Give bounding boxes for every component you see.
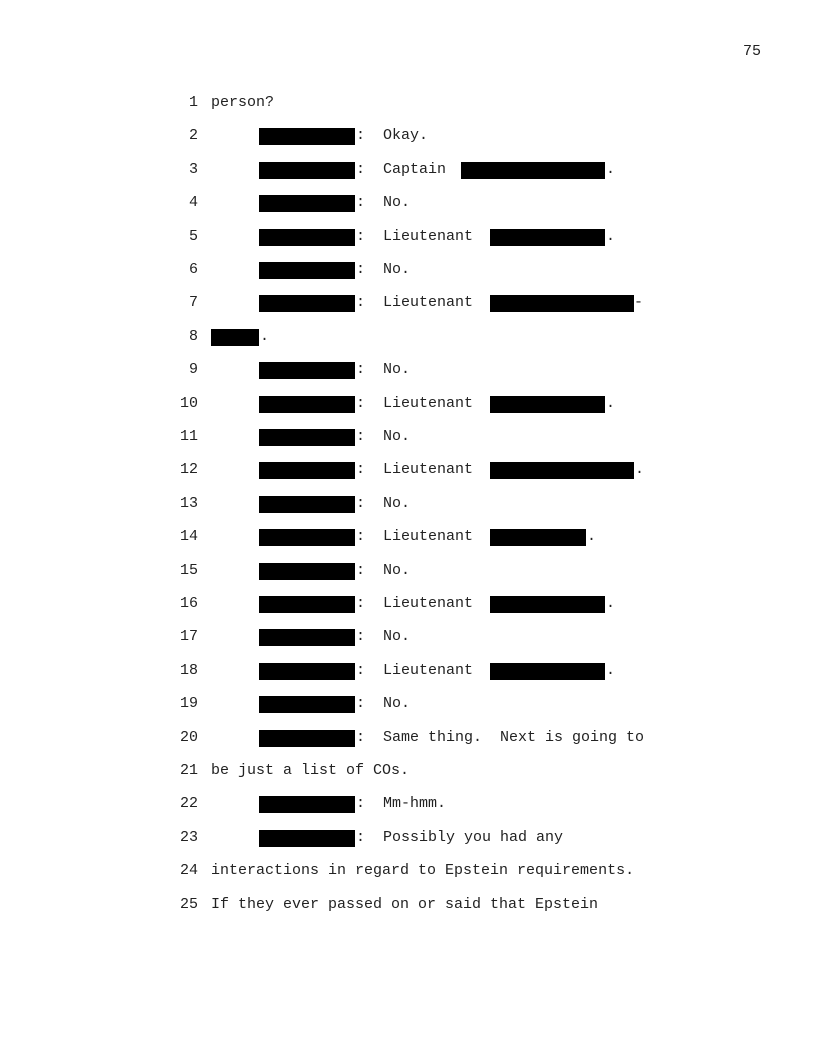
line-text: : Lieutenant	[356, 394, 474, 412]
line-text: : Lieutenant	[356, 595, 474, 612]
redaction-box	[259, 563, 355, 580]
redaction-box	[259, 830, 355, 847]
line-text: : No.	[356, 361, 411, 379]
line-text: : No.	[356, 695, 411, 713]
line-number: 12	[179, 461, 198, 479]
line-text: : No.	[356, 561, 411, 579]
redaction-box	[490, 663, 605, 680]
line-number: 8	[188, 327, 198, 345]
line-number: 15	[179, 561, 198, 579]
transcript-line	[0, 393, 816, 415]
redaction-box	[259, 262, 355, 279]
transcript-line	[0, 259, 816, 281]
line-number: 23	[179, 828, 198, 846]
line-text: interactions in regard to Epstein requirements.	[211, 862, 635, 880]
redaction-box	[490, 529, 586, 546]
line-text: .	[606, 160, 616, 178]
redaction-box	[259, 229, 355, 246]
redaction-box	[461, 162, 605, 179]
transcript-line	[0, 727, 816, 749]
line-number: 10	[179, 394, 198, 412]
line-text: .	[606, 595, 616, 612]
redaction-box	[490, 295, 634, 312]
transcript-line	[0, 426, 816, 448]
transcript-line	[0, 793, 816, 815]
line-number: 16	[179, 595, 198, 612]
line-text: : No.	[356, 428, 411, 445]
redaction-box	[259, 529, 355, 546]
line-text: : Lieutenant	[356, 528, 474, 546]
line-text: : Okay.	[356, 127, 429, 145]
transcript-line	[0, 326, 816, 348]
line-number: 21	[179, 762, 198, 779]
redaction-box	[259, 429, 355, 446]
redaction-box	[259, 596, 355, 613]
line-number: 17	[179, 628, 198, 646]
line-number: 25	[179, 895, 198, 913]
redaction-box	[259, 362, 355, 379]
line-text: .	[606, 661, 616, 679]
line-number: 4	[188, 194, 198, 212]
line-number: 5	[188, 227, 198, 245]
line-text: : No.	[356, 261, 411, 278]
line-text: : Lieutenant	[356, 461, 474, 479]
redaction-box	[490, 596, 605, 613]
line-text: : Possibly you had any	[356, 828, 564, 846]
transcript-line	[0, 693, 816, 715]
transcript-line	[0, 125, 816, 147]
transcript-line	[0, 292, 816, 314]
redaction-box	[490, 462, 634, 479]
transcript-line	[0, 359, 816, 381]
line-number: 7	[188, 294, 198, 312]
line-text: : Same thing. Next is going to	[356, 728, 645, 746]
redaction-box	[259, 796, 355, 813]
redaction-box	[259, 396, 355, 413]
transcript-line	[0, 626, 816, 648]
line-text: : No.	[356, 194, 411, 212]
transcript-line	[0, 526, 816, 548]
line-number: 6	[188, 261, 198, 278]
line-text: .	[635, 461, 645, 479]
line-number: 1	[188, 94, 198, 111]
line-number: 3	[188, 160, 198, 178]
line-text: .	[260, 327, 270, 345]
redaction-box	[259, 462, 355, 479]
line-text: : Lieutenant	[356, 227, 474, 245]
line-number: 19	[179, 695, 198, 713]
transcript-line	[0, 92, 816, 114]
line-number: 13	[179, 494, 198, 512]
redaction-box	[259, 696, 355, 713]
line-number: 11	[179, 428, 198, 445]
line-text: : Mm-hmm.	[356, 795, 447, 813]
transcript-line	[0, 159, 816, 181]
line-number: 20	[179, 728, 198, 746]
redaction-box	[259, 496, 355, 513]
page-number: 75	[743, 43, 762, 60]
transcript-line	[0, 660, 816, 682]
redaction-box	[259, 730, 355, 747]
redaction-box	[259, 663, 355, 680]
line-text: person?	[211, 94, 275, 111]
transcript-line	[0, 560, 816, 582]
redaction-box	[259, 629, 355, 646]
redaction-box	[259, 295, 355, 312]
redaction-box	[259, 128, 355, 145]
redaction-box	[259, 162, 355, 179]
transcript-line	[0, 593, 816, 615]
line-text: If they ever passed on or said that Epstein	[211, 895, 599, 913]
line-text: : No.	[356, 494, 411, 512]
line-text: -	[634, 294, 644, 312]
redaction-box	[259, 195, 355, 212]
line-text: : Lieutenant	[356, 294, 474, 312]
line-text: : No.	[356, 628, 411, 646]
transcript-line	[0, 760, 816, 782]
line-number: 22	[179, 795, 198, 813]
redaction-box	[490, 229, 605, 246]
line-number: 24	[179, 862, 198, 880]
line-number: 14	[179, 528, 198, 546]
transcript-line	[0, 226, 816, 248]
line-number: 18	[179, 661, 198, 679]
line-text: : Lieutenant	[356, 661, 474, 679]
line-text: be just a list of COs.	[211, 762, 410, 779]
redaction-box	[211, 329, 259, 346]
transcript-line	[0, 894, 816, 916]
transcript-line	[0, 827, 816, 849]
line-text: .	[606, 227, 616, 245]
line-text: .	[587, 528, 597, 546]
transcript-line	[0, 493, 816, 515]
redaction-box	[490, 396, 605, 413]
transcript-line	[0, 860, 816, 882]
transcript-line	[0, 459, 816, 481]
line-text: .	[606, 394, 616, 412]
line-text: : Captain	[356, 160, 447, 178]
transcript-line	[0, 192, 816, 214]
line-number: 2	[188, 127, 198, 145]
line-number: 9	[188, 361, 198, 379]
